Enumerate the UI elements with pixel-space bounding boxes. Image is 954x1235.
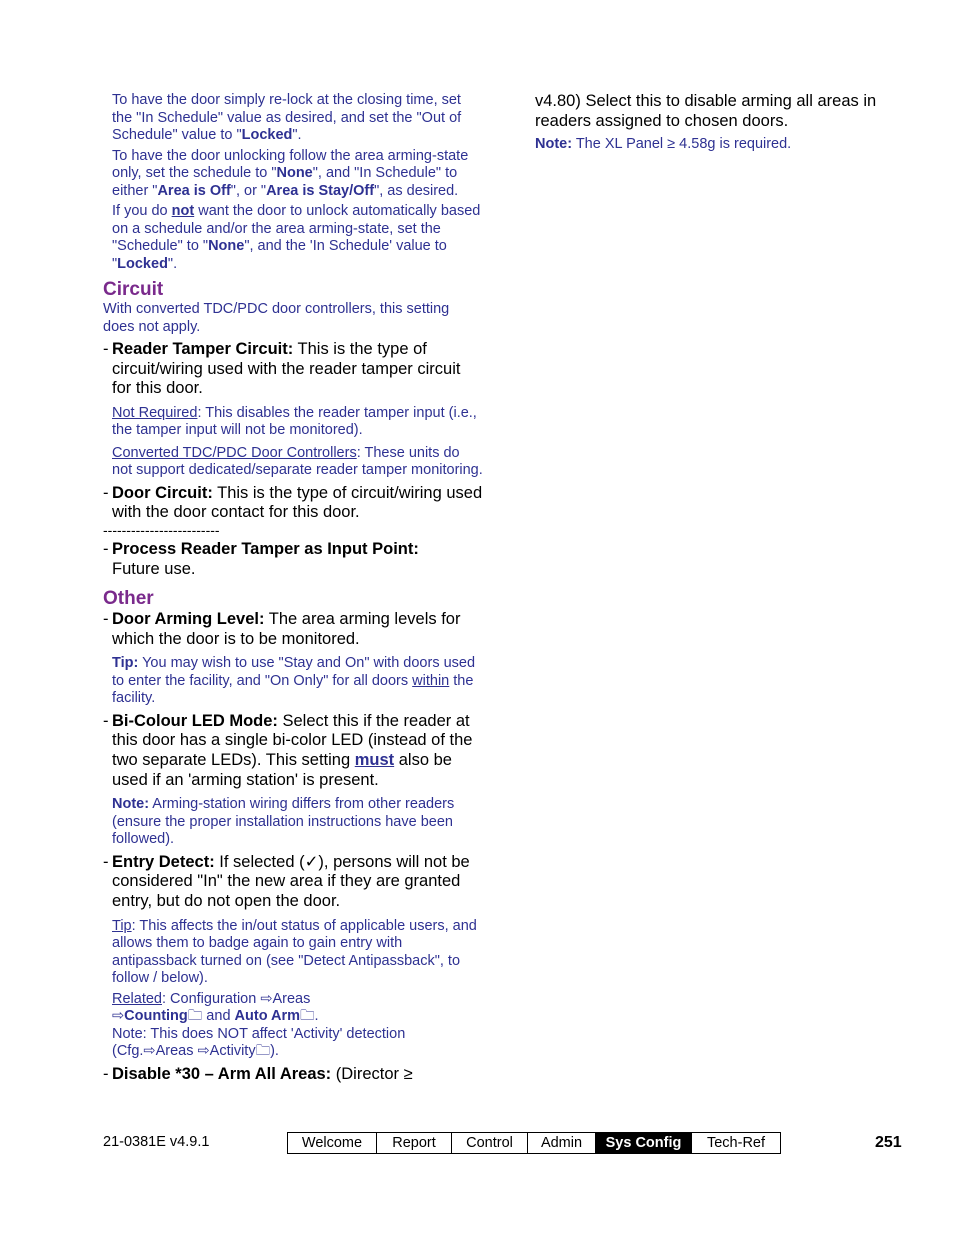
page-footer (0, 1130, 954, 1155)
bullet-dash: - (103, 711, 109, 730)
bullet-dash: - (103, 852, 109, 871)
xl-panel-note (535, 136, 895, 154)
reader-tamper-item (103, 340, 483, 399)
process-tamper-item (103, 540, 483, 579)
text: ", and "In Schedule" to either " (112, 165, 458, 199)
tip-label: Tip (112, 917, 132, 934)
related-links (112, 991, 483, 1026)
arrow-right-icon: ⇨ (112, 1008, 125, 1024)
bicolour-led-item (103, 712, 483, 790)
counting-link[interactable]: Counting (124, 1008, 188, 1024)
separator: ------------------------- (103, 521, 220, 538)
within-term: within (412, 672, 450, 689)
area-is-stay-off-term: Area is Stay/Off (266, 182, 375, 199)
folder-icon: 🗀 (255, 1043, 271, 1059)
item-label: Reader Tamper Circuit: (112, 340, 294, 358)
document-id: 21-0381E v4.9.1 (103, 1134, 210, 1150)
item-label: Bi-Colour LED Mode: (112, 711, 278, 730)
note-text: ). (270, 1043, 279, 1059)
paragraph-unlock (112, 148, 483, 201)
related-text: . (314, 1008, 319, 1024)
tip-text: the facility. (112, 672, 474, 707)
text: want the door to unlock automatically based on a schedule and/or the area arming-state, set the "Schedule" to " (112, 203, 481, 254)
note-label: Converted TDC/PDC Door Controllers (112, 444, 357, 461)
bullet-dash: - (103, 1064, 109, 1083)
bullet-dash: - (103, 610, 109, 629)
item-text: Future use. (112, 559, 196, 578)
tip-text: : This affects the in/out status of applicable users, and allows them to badge again to gain entry with antipassback turned on (see "Detect Antipassback", to follow / below). (112, 917, 477, 986)
none-term: None (276, 165, 313, 181)
item-label: Door Circuit: (112, 483, 213, 502)
area-is-off-term: Area is Off (157, 182, 231, 199)
text: ", as desired. (374, 182, 459, 199)
areas-link[interactable]: Areas (155, 1043, 194, 1059)
tip-text: You may wish to use "Stay and On" with doors used to enter the facility, and "On Only" for all doors (112, 655, 476, 689)
tip-stay-and-on (112, 655, 483, 708)
note-text: : This disables the reader tamper input (i.e., the tamper input will not be monitored). (112, 404, 477, 439)
item-text: This is the type of circuit/wiring used with the door contact for this door. (112, 483, 483, 522)
locked-term: Locked (241, 127, 293, 143)
note-text: Note: This does NOT affect 'Activity' detection (Cfg. (112, 1025, 406, 1059)
folder-icon: 🗀 (187, 1008, 203, 1024)
item-text: also be used if an 'arming station' is present. (112, 751, 452, 789)
tab-admin[interactable]: Admin (528, 1133, 596, 1153)
text: To have the door simply re-lock at the closing time, set the "In Schedule" value as desired, and set the "Out of Schedule" value to " (112, 92, 462, 143)
areas-link[interactable]: Areas (272, 990, 311, 1007)
other-heading: Other (103, 588, 154, 610)
circuit-heading: Circuit (103, 279, 164, 300)
bullet-dash: - (103, 539, 109, 558)
none-term: None (208, 238, 245, 254)
arrow-right-icon: ⇨ (197, 1043, 210, 1059)
tip-label: Tip: (112, 655, 139, 672)
not-term: not (171, 203, 195, 219)
note-text: The XL Panel ≥ 4.58g is required. (572, 136, 792, 153)
locked-term: Locked (117, 255, 168, 272)
arming-level-item (103, 610, 483, 649)
tab-welcome[interactable]: Welcome (288, 1133, 377, 1153)
item-text: (Director ≥ (331, 1064, 413, 1083)
arrow-right-icon: ⇨ (143, 1043, 156, 1059)
text: To have the door unlocking follow the area arming-state only, set the schedule to " (112, 147, 469, 181)
item-text: This is the type of circuit/wiring used with the reader tamper circuit for this door. (112, 340, 461, 398)
bullet-dash: - (103, 483, 109, 502)
text: ". (167, 255, 178, 272)
note-text: Arming-station wiring differs from other readers (ensure the proper installation instructions have been followed). (112, 796, 455, 848)
tab-tech-ref[interactable]: Tech-Ref (706, 1135, 766, 1151)
circuit-note: With converted TDC/PDC door controllers, this setting does not apply. (103, 301, 450, 335)
note-text: : These units do not support dedicated/separate reader tamper monitoring. (112, 444, 483, 479)
left-column (103, 92, 483, 1084)
related-text: : Configuration (161, 990, 261, 1007)
tab-report[interactable]: Report (377, 1133, 452, 1153)
arming-station-note (112, 796, 483, 849)
text: If you do (112, 203, 172, 219)
text: ". (292, 127, 302, 143)
arrow-right-icon: ⇨ (260, 990, 273, 1007)
note-label: Not Required (112, 404, 198, 421)
text: ", or " (230, 182, 267, 199)
disable-30-continued: v4.80) Select this to disable arming all areas in readers assigned to chosen doors. (535, 92, 877, 130)
note-label: Note: (535, 136, 573, 153)
item-text: If selected (✓), persons will not be considered "In" the new area if they are granted entry, but do not open the door. (112, 852, 470, 910)
not-required-note (112, 405, 483, 440)
tab-sys-config[interactable]: Sys Config (596, 1133, 692, 1153)
item-label: Process Reader Tamper as Input Point: (112, 539, 419, 558)
page-number: 251 (875, 1134, 902, 1151)
bullet-dash: - (103, 340, 109, 358)
item-label: Door Arming Level: (112, 610, 265, 629)
activity-note (112, 1026, 483, 1061)
paragraph-not-unlock (112, 203, 483, 273)
item-text: The area arming levels for which the door is to be monitored. (112, 610, 461, 648)
paragraph-relock (112, 92, 483, 145)
entry-detect-item (103, 853, 483, 912)
item-text: Select this if the reader at this door has a single bi-color LED (instead of the two separate LEDs). This setting (112, 711, 473, 770)
text: ", and the 'In Schedule' value to " (112, 238, 447, 272)
disable-30-item (103, 1065, 483, 1085)
tip-antipassback (112, 918, 483, 988)
right-column (535, 92, 895, 154)
folder-icon: 🗀 (300, 1008, 315, 1024)
auto-arm-link[interactable]: Auto Arm (234, 1008, 301, 1024)
related-text: and (202, 1008, 235, 1024)
item-label: Entry Detect: (112, 852, 215, 871)
note-label: Note: (112, 796, 150, 813)
activity-link[interactable]: Activity (209, 1043, 256, 1059)
section-nav (287, 1132, 781, 1154)
tab-control[interactable]: Control (452, 1133, 528, 1153)
door-circuit-item (103, 484, 483, 523)
item-label: Disable *30 – Arm All Areas: (112, 1064, 332, 1083)
related-label: Related (112, 990, 162, 1007)
converted-note (112, 445, 483, 480)
must-term: must (354, 751, 395, 770)
